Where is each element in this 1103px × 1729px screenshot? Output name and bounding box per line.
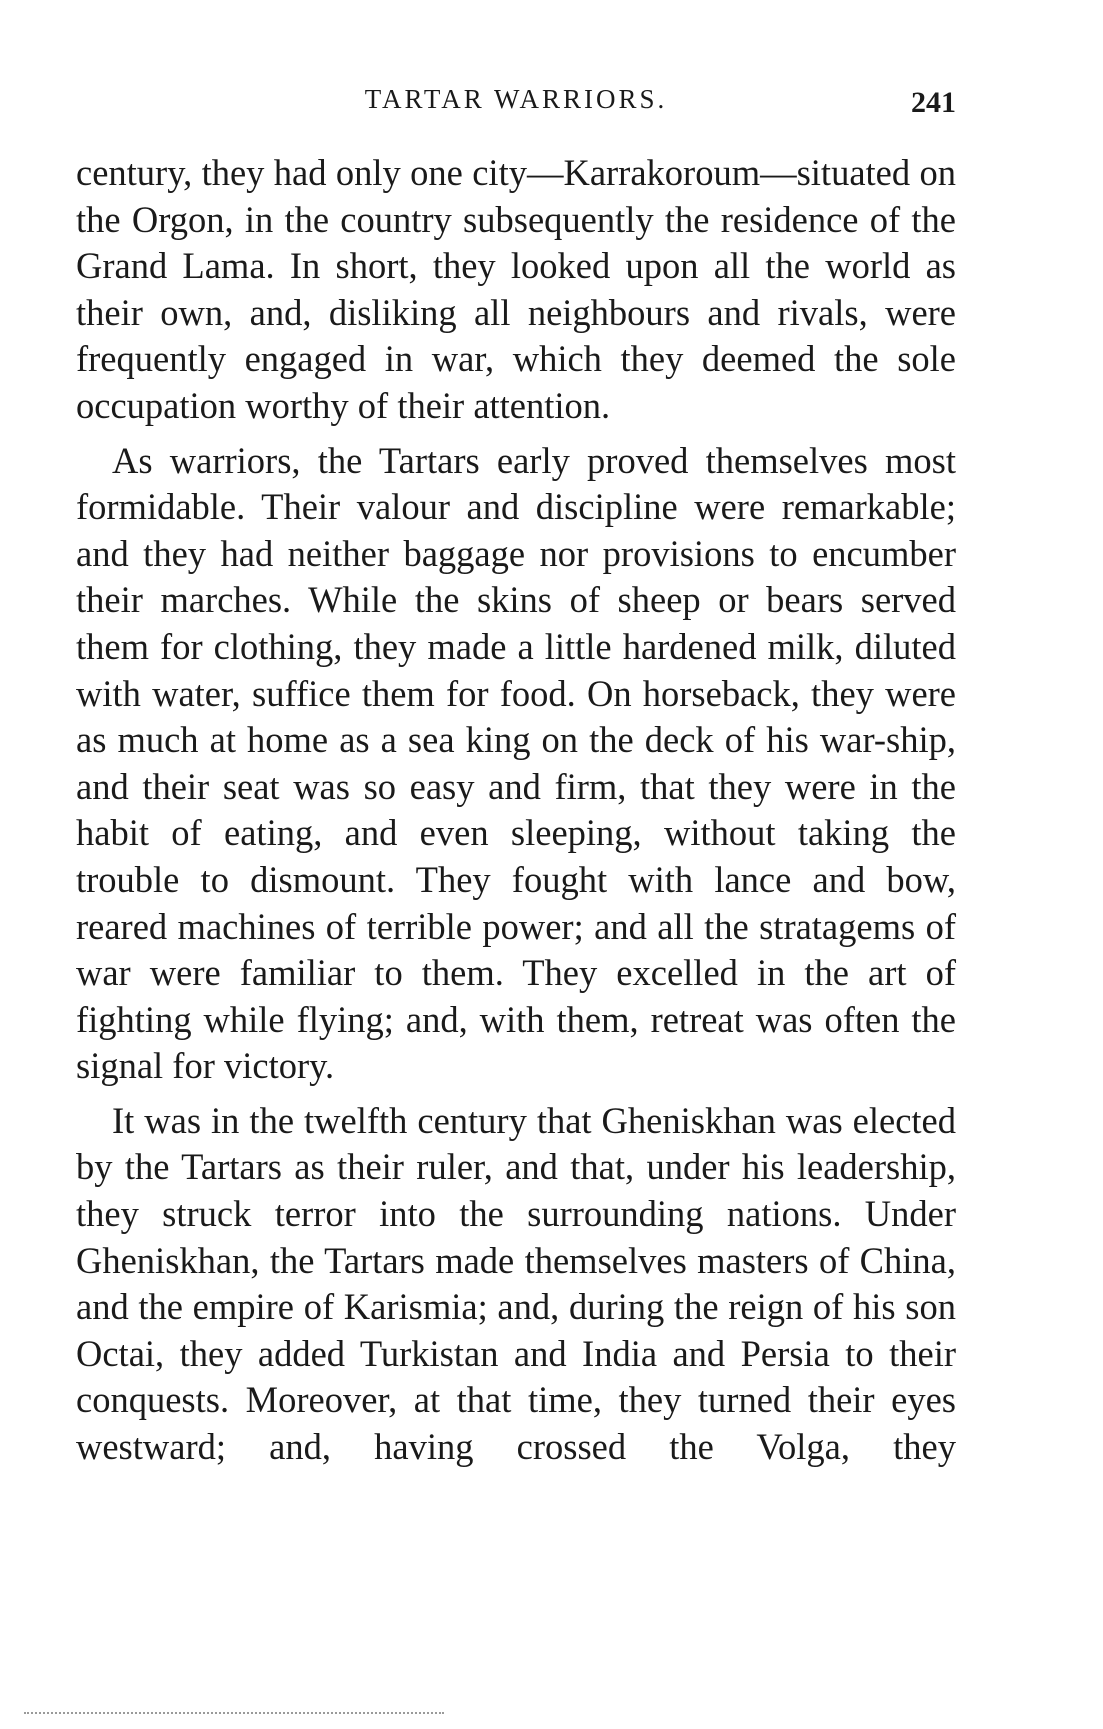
bottom-edge-marks — [24, 1712, 444, 1716]
paragraph-3: It was in the twelfth century that Gheniskhan was elected by the Tartars as their ruler, and that, under his leadership, they struck terror into the surrounding nations. Under Gheniskhan, the Tartars made themselves masters of China, and the empire of Karismia; and, during the reign of his son Octai, they added Turkistan and India and Persia to their conquests. Moreover, at that time, they turned their eyes westward; and, having crossed the Volga, they — [76, 1099, 956, 1468]
paragraph-2: As warriors, the Tartars early proved themselves most formidable. Their valour and discipline were remarkable; and they had neither baggage nor provisions to encumber their marches. While the skins of sheep or bears served them for clothing, they made a little hardened milk, diluted with water, suffice them for food. On horseback, they were as much at home as a sea king on the deck of his war-ship, and their seat was so easy and firm, that they were in the habit of eating, and even sleeping, without taking the trouble to dismount. They fought with lance and bow, reared machines of terrible power; and all the stratagems of war were familiar to them. They excelled in the art of fighting while flying; and, with them, retreat was often the signal for victory. — [76, 439, 956, 1087]
page-header — [76, 84, 956, 124]
body-text — [76, 150, 956, 1479]
paragraph-1: century, they had only one city—Karrakoroum—situated on the Orgon, in the country subsequently the residence of the Grand Lama. In short, they looked upon all the world as their own, and, disliking all neighbours and rivals, were frequently engaged in war, which they deemed the sole occupation worthy of their attention. — [76, 152, 956, 426]
page-number: 241 — [911, 86, 956, 119]
running-head: TARTAR WARRIORS. — [364, 84, 668, 114]
